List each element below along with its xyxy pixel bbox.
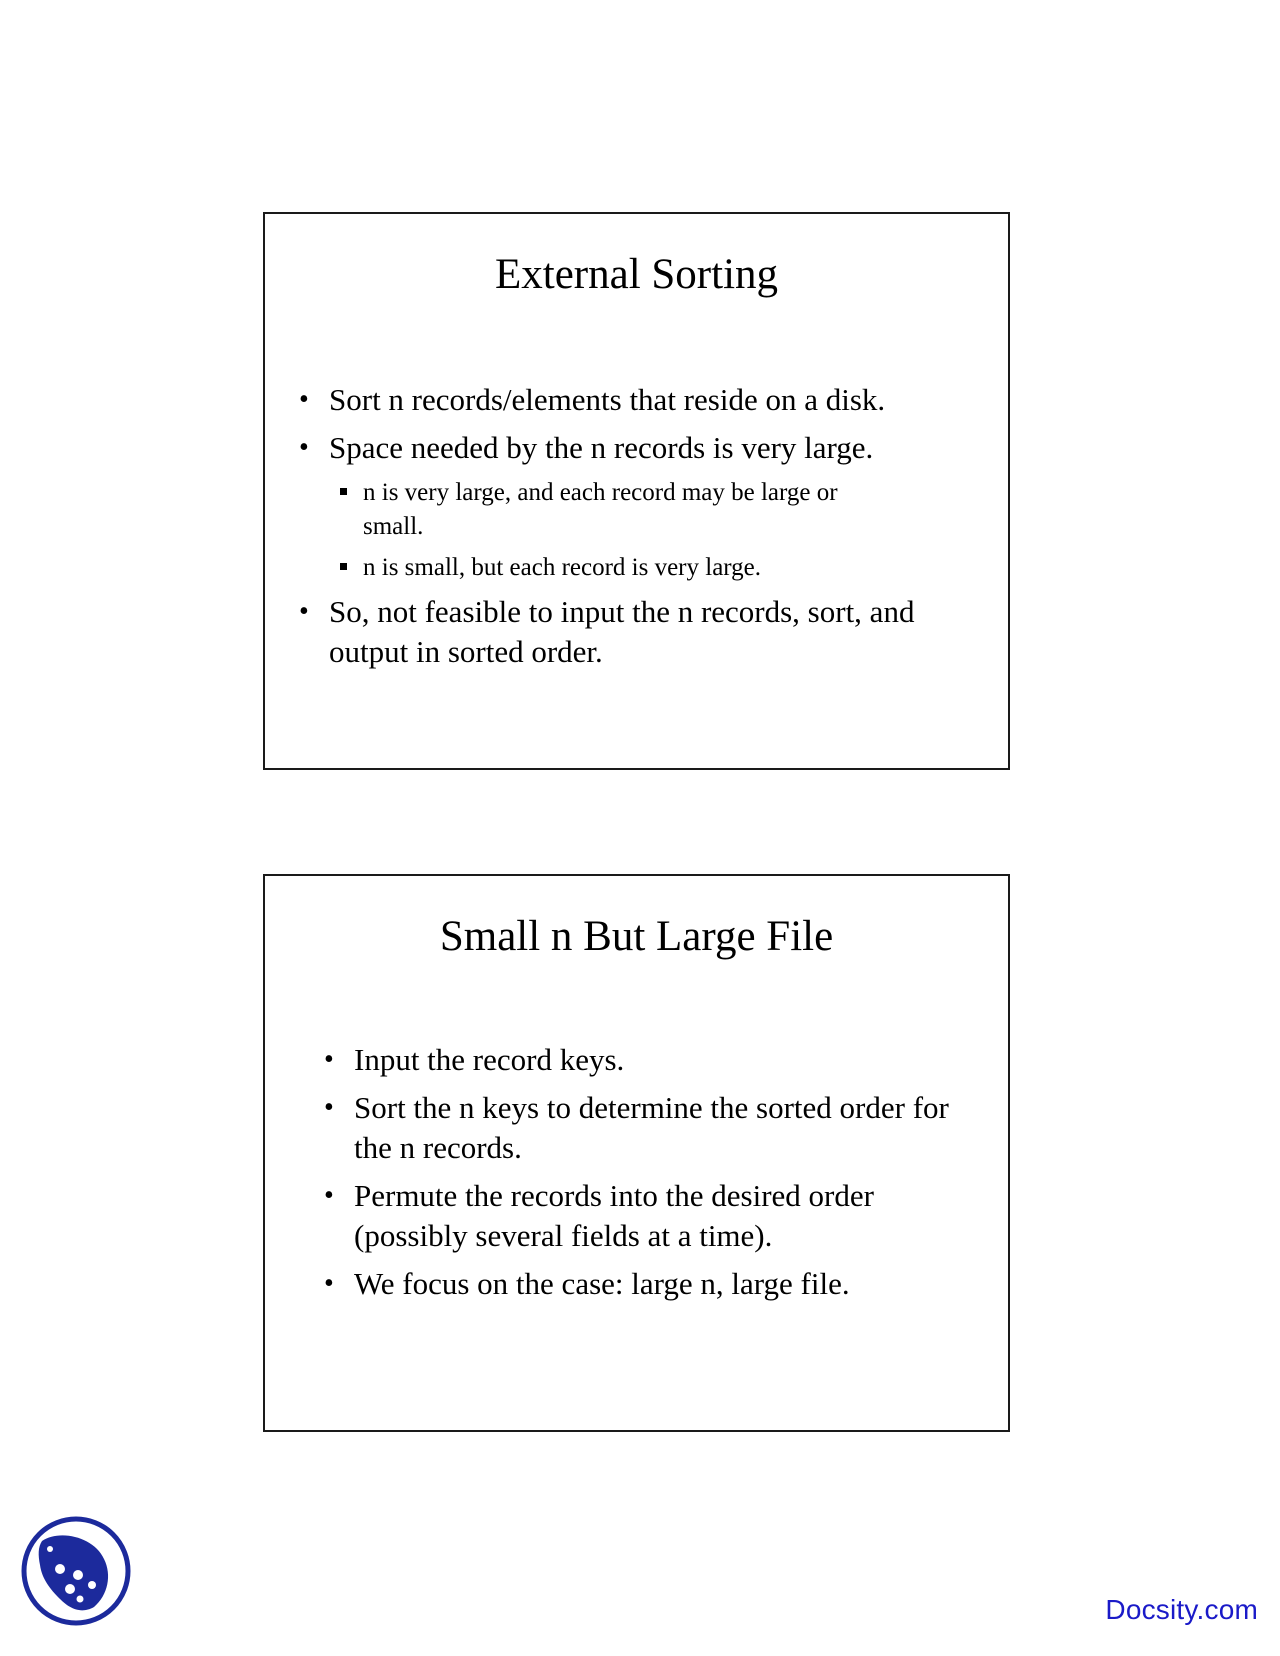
sub-bullet-list — [299, 476, 959, 585]
bullet-text: So, not feasible to input the n records, sort, and output in sorted order. — [329, 594, 915, 669]
bullet-item — [324, 1176, 954, 1256]
docsity-logo-icon — [20, 1515, 132, 1627]
bullet-dot-icon: • — [299, 384, 309, 415]
slide-title: External Sorting — [494, 251, 779, 298]
bullet-dot-icon: • — [324, 1044, 334, 1075]
bullet-item — [299, 428, 959, 468]
bullet-dot-icon: • — [324, 1268, 334, 1299]
bullet-list — [299, 380, 959, 680]
sub-bullet-item — [299, 476, 898, 544]
slide-external-sorting — [263, 212, 1010, 770]
bullet-text: Sort the n keys to determine the sorted order for the n records. — [354, 1090, 949, 1165]
bullet-text: Input the record keys. — [354, 1042, 625, 1077]
bullet-dot-icon: • — [299, 432, 309, 463]
bullet-list — [324, 1040, 964, 1312]
bullet-item — [299, 592, 919, 672]
sub-bullet-text: n is very large, and each record may be large or small. — [363, 479, 838, 540]
bullet-dot-icon: • — [299, 596, 309, 627]
slide-title: Small n But Large File — [439, 913, 834, 960]
bullet-dot-icon: • — [324, 1180, 334, 1211]
sub-bullet-text: n is small, but each record is very large. — [363, 554, 762, 581]
bullet-dot-icon: • — [324, 1092, 334, 1123]
bullet-item — [324, 1088, 979, 1168]
docsity-logo-icon[interactable] — [20, 1515, 132, 1627]
slide-small-n-large-file — [263, 874, 1010, 1432]
bullet-text: Space needed by the n records is very large. — [329, 430, 874, 465]
sub-bullet-group — [299, 476, 959, 585]
sub-bullet-item — [299, 551, 959, 585]
bullet-item — [324, 1264, 964, 1304]
square-bullet-icon — [340, 563, 347, 570]
bullet-text: We focus on the case: large n, large file. — [354, 1266, 850, 1301]
docsity-brand-text[interactable]: Docsity.com — [1105, 1594, 1258, 1625]
bullet-item — [299, 380, 959, 420]
bullet-text: Sort n records/elements that reside on a disk. — [329, 382, 886, 417]
square-bullet-icon — [340, 488, 347, 495]
bullet-item — [324, 1040, 964, 1080]
bullet-text: Permute the records into the desired order (possibly several fields at a time). — [354, 1178, 874, 1253]
